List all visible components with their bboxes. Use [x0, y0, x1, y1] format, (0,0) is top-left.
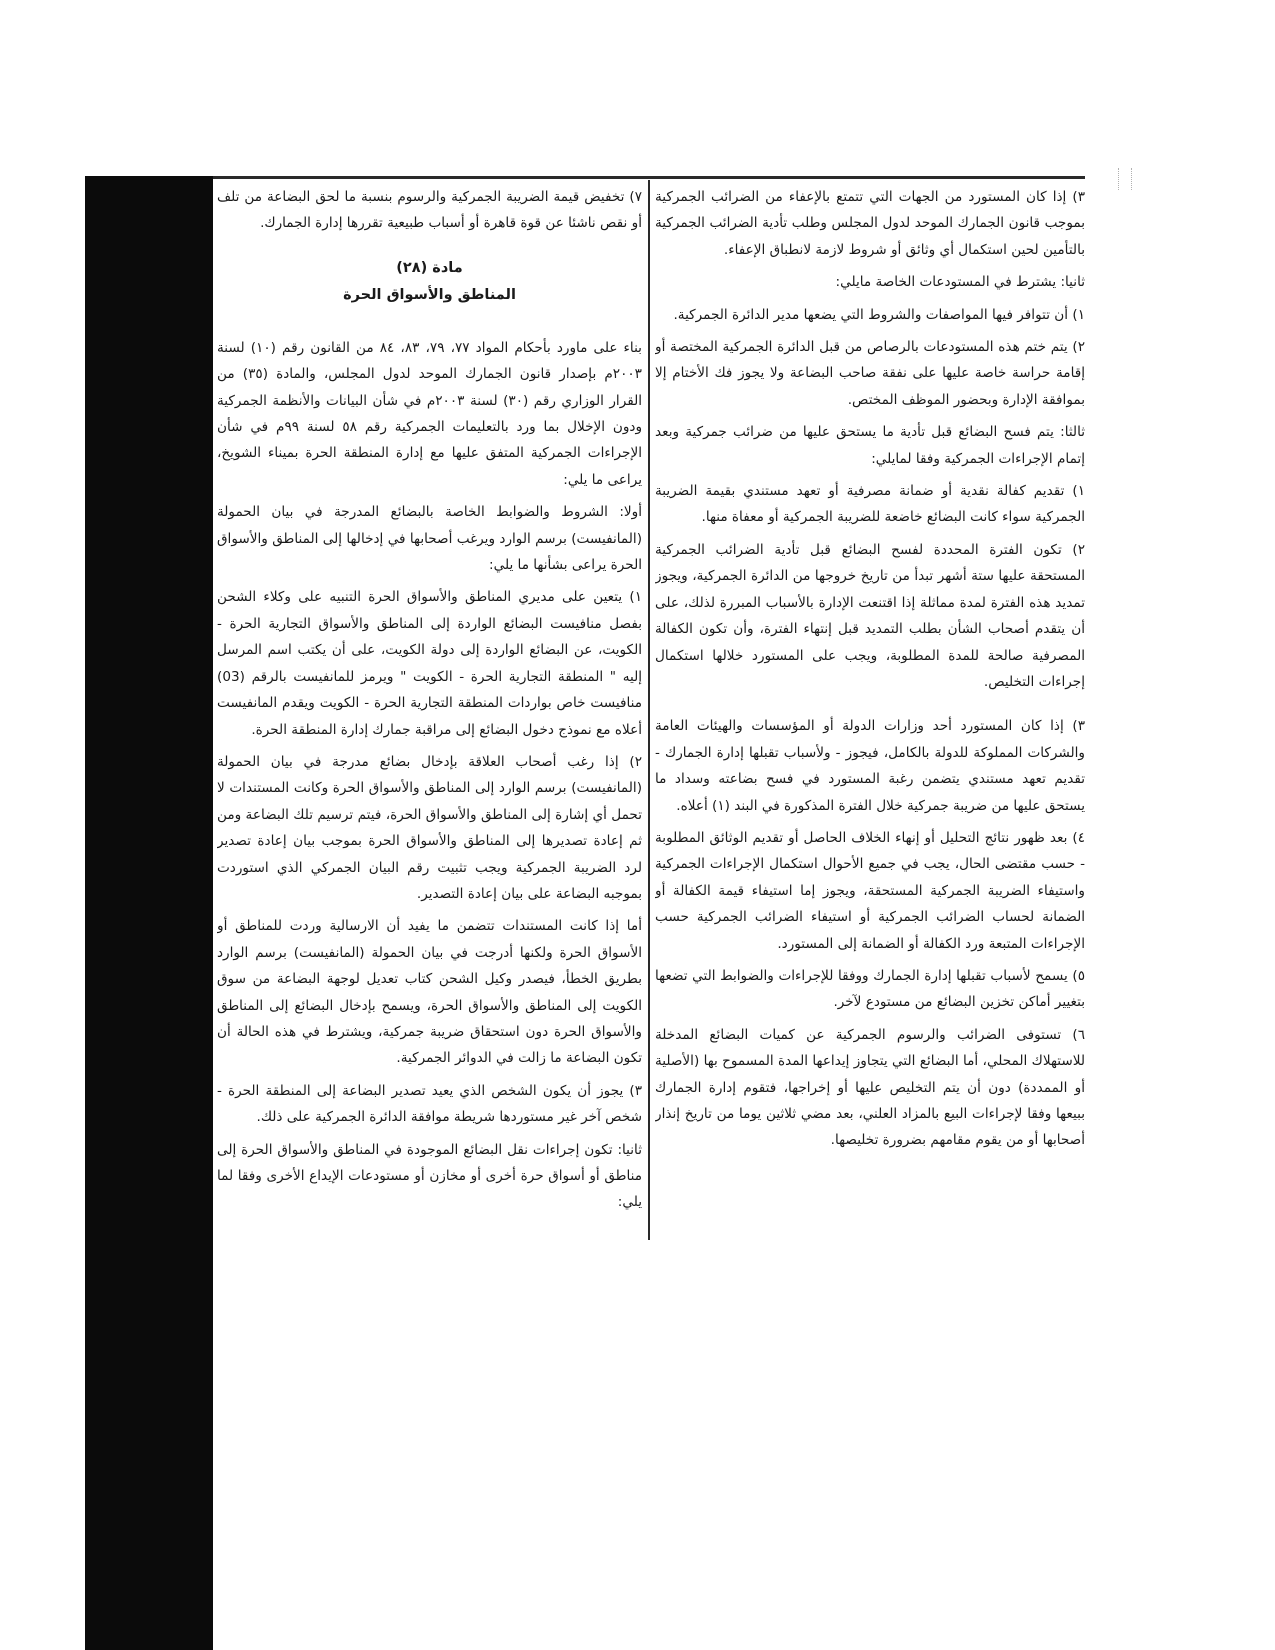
paragraph: ثانيا: يشترط في المستودعات الخاصة مايلي:	[835, 274, 1085, 291]
paragraph: أما إذا كانت المستندات تتضمن ما يفيد أن الارسالية وردت للمناطق أو الأسواق الحرة ولكنها أدرجت في بيان الحمولة (المانفيست) برسم الوارد بطريق الخطأ، فيصدر وكيل الشحن كتاب تعديل لوجهة البضاعة من سوق الكويت إلى المناطق والأسواق الحرة، ويسمح بإدخال البضائع إلى المناطق والأسواق الحرة دون استحقاق ضريبة جمركية، ويشترط في هذه الحالة أن تكون البضاعة ما زالت في الدوائر الجمركية.	[217, 918, 642, 1067]
article-title: المناطق والأسواق الحرة	[343, 286, 516, 303]
paragraph: أولا: الشروط والضوابط الخاصة بالبضائع المدرجة في بيان الحمولة (المانفيست) برسم الوارد ويرغب أصحابها في إدخالها إلى المناطق والأسواق الحرة يراعى بشأنها ما يلي:	[217, 504, 642, 574]
article-heading	[217, 255, 642, 309]
left-column	[217, 184, 642, 1234]
paragraph: ١) تقديم كفالة نقدية أو ضمانة مصرفية أو تعهد مستندي بقيمة الضريبة الجمركية سواء كانت البضائع خاضعة للضريبة الجمركية أو معفاة منها.	[655, 483, 1085, 526]
paragraph: ٢) يتم ختم هذه المستودعات بالرصاص من قبل الدائرة الجمركية المختصة أو إقامة حراسة خاصة عليها على نفقة صاحب البضاعة ولا يجوز فك الأختام إلا بموافقة الإدارة وبحضور الموظف المختص.	[655, 339, 1085, 408]
article-number: مادة (٢٨)	[396, 259, 463, 276]
paragraph: ٢) إذا رغب أصحاب العلاقة بإدخال بضائع مدرجة في بيان الحمولة (المانفيست) برسم الوارد إلى المناطق والأسواق الحرة وكانت المستندات لا تحمل أي إشارة إلى المناطق والأسواق الحرة، فيتم ترسيم تلك البضاعة ومن ثم إعادة تصديرها إلى المناطق والأسواق الحرة بموجب بيان إعادة تصدير لرد الضريبة الجمركية ويجب تثبيت رقم البيان الجمركي الذي استوردت بموجبه البضاعة على بيان إعادة التصدير.	[217, 753, 642, 902]
paragraph: ١) أن تتوافر فيها المواصفات والشروط التي يضعها مدير الدائرة الجمركية.	[673, 306, 1085, 323]
column-divider	[648, 180, 650, 1240]
paragraph: ٦) تستوفى الضرائب والرسوم الجمركية عن كميات البضائع المدخلة للاستهلاك المحلي، أما البضائع التي يتجاوز إيداعها المدة المسموح بها (الأصلية أو الممددة) دون أن يتم التخليص عليها أو إخراجها، فتقوم إدارة الجمارك ببيعها وفقا لإجراءات البيع بالمزاد العلني، بعد مضي ثلاثين يوما من تاريخ إنذار أصحابها أو من يقوم مقامهم بضرورة تخليصها.	[655, 1026, 1085, 1149]
paragraph: ٣) يجوز أن يكون الشخص الذي يعيد تصدير البضاعة إلى المنطقة الحرة - شخص آخر غير مستوردها شريطة موافقة الدائرة الجمركية على ذلك.	[217, 1082, 642, 1126]
intro-paragraph: ٧) تخفيض قيمة الضريبة الجمركية والرسوم بنسبة ما لحق البضاعة من تلف أو نقص ناشئا عن قوة قاهرة أو أسباب طبيعية تقررها إدارة الجمارك.	[217, 189, 642, 232]
paragraph: ١) يتعين على مديري المناطق والأسواق الحرة التنبيه على وكلاء الشحن بفصل منافيست البضائع الواردة إلى المناطق والأسواق التجارية الحرة - الكويت، عن البضائع الواردة إلى دولة الكويت، على أن يكتب اسم المرسل إليه " المنطقة التجارية الحرة - الكويت " ويرمز للمانفيست بالرقم (03) منافيست خاص بواردات المنطقة التجارية الحرة - الكويت ويقدم المانفيست أعلاه مع نموذج دخول البضائع إلى مراقبة جمارك إدارة المنطقة الحرة.	[217, 589, 642, 738]
paragraph: ٣) إذا كان المستورد من الجهات التي تتمتع بالإعفاء من الضرائب الجمركية بموجب قانون الجمارك الموحد لدول المجلس وطلب تأدية الضرائب الجمركية بالتأمين لحين استكمال أي وثائق أو شروط لازمة لانطباق الإعفاء.	[655, 189, 1085, 258]
paragraph: ٢) تكون الفترة المحددة لفسح البضائع قبل تأدية الضرائب الجمركية المستحقة عليها ستة أشهر تبدأ من تاريخ خروجها من الدائرة الجمركية، ويجوز تمديد هذه الفترة لمدة مماثلة إذا اقتنعت الإدارة بالأسباب المبررة لذلك، على أن يتقدم أصحاب الشأن بطلب التمديد قبل إنتهاء الفترة، وأن تكون الكفالة المصرفية صالحة للمدة المطلوبة، ويجب على المستورد خلالها استكمال إجراءات التخليص.	[655, 541, 1085, 690]
paragraph: ثالثا: يتم فسح البضائع قبل تأدية ما يستحق عليها من ضرائب جمركية وبعد إتمام الإجراءات الجمركية وفقا لمايلي:	[655, 424, 1085, 467]
paragraph: بناء على ماورد بأحكام المواد ٧٧، ٧٩، ٨٣، ٨٤ من القانون رقم (١٠) لسنة ٢٠٠٣م بإصدار قانون الجمارك الموحد لدول المجلس، والمادة (٣٥) من القرار الوزاري رقم (٣٠) لسنة ٢٠٠٣م في شأن البيانات والأنظمة الجمركية ودون الإخلال بما ورد بالتعليمات الجمركية رقم ٥٨ لسنة ٩٩م في شأن الإجراءات الجمركية المتفق عليها مع إدارة المنطقة الحرة بميناء الشويخ، يراعى ما يلي:	[217, 339, 642, 488]
paragraph: ثانيا: تكون إجراءات نقل البضائع الموجودة في المناطق والأسواق الحرة إلى مناطق أو أسواق حرة أخرى أو مخازن أو مستودعات الإيداع الأخرى وفقا لما يلي:	[217, 1141, 642, 1211]
header-rule	[213, 176, 1085, 179]
scan-edge-mark	[1118, 168, 1132, 190]
paragraph: ٤) بعد ظهور نتائج التحليل أو إنهاء الخلاف الحاصل أو تقديم الوثائق المطلوبة - حسب مقتضى الحال، يجب في جميع الأحوال استكمال الإجراءات الجمركية واستيفاء الضريبة الجمركية المستحقة، ويجوز إما استيفاء قيمة الكفالة أو الضمانة لحساب الضرائب الجمركية أو استيفاء الضرائب الجمركية حسب الإجراءات المتبعة ورد الكفالة أو الضمانة إلى المستورد.	[655, 829, 1085, 952]
paragraph: ٥) يسمح لأسباب تقبلها إدارة الجمارك ووفقا للإجراءات والضوابط التي تضعها بتغيير أماكن تخزين البضائع من مستودع لآخر.	[655, 967, 1085, 1011]
right-column	[655, 184, 1085, 1234]
scan-edge-shadow	[85, 176, 213, 1650]
paragraph: ٣) إذا كان المستورد أحد وزارات الدولة أو المؤسسات والهيئات العامة والشركات المملوكة للدولة بالكامل، فيجوز - ولأسباب تقبلها إدارة الجمارك - تقديم تعهد مستندي يتضمن رغبة المستورد في فسح بضاعته وسداد ما يستحق عليها من ضريبة جمركية خلال الفترة المذكورة في البند (١) أعلاه.	[655, 718, 1085, 814]
